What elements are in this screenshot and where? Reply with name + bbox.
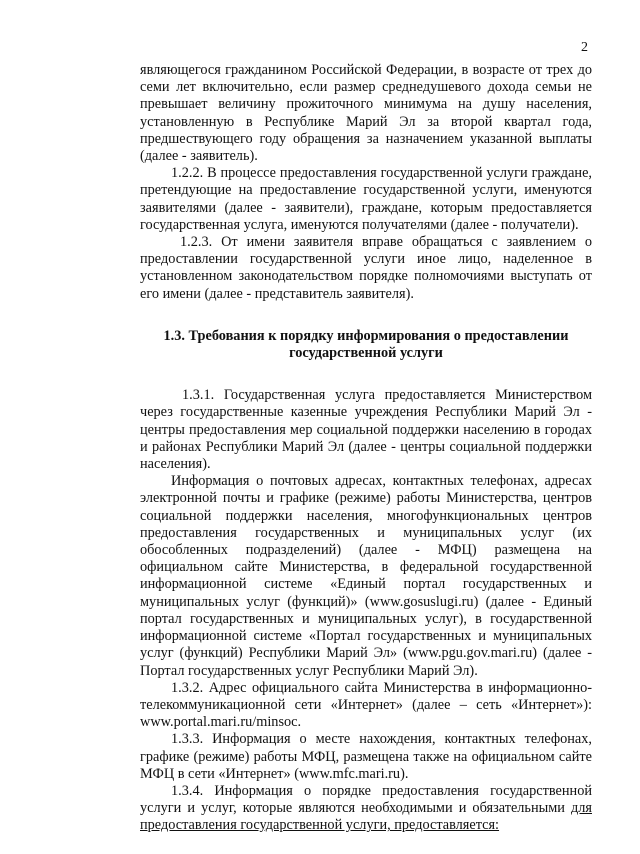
section-heading-line-1: 1.3. Требования к порядку информирования о предоставлении [163,327,569,344]
paragraph-continuation: являющегося гражданином Российской Федерации, в возрасте от трех до семи лет включительно, если размер среднедушевого дохода семьи не превышает величину прожиточного минимума на душу населения, установленную в Республике Марий Эл за второй квартал года, предшествующего году обращения за назначением указанной выплаты (далее - заявитель). [140,62,592,165]
paragraph-1-3-4-underlined-text: для предоставления государственной услуги, предоставляется: [140,800,592,834]
paragraph-contact-info: Информация о почтовых адресах, контактных телефонах, адресах электронной почты и графике (режиме) работы Министерства, центров социальной поддержки населения, многофункциональных центров предоставления государственных и муниципальных услуг (их обособленных подразделений) (далее - МФЦ) размещена на официальном сайте Министерства, в федеральной государственной информационной системе «Единый портал государственных и муниципальных услуг (функций)» (www.gosuslugi.ru) (далее - Единый портал государственных и муниципальных услуг), в государственной информационной системе «Портал государственных и муниципальных услуг (функций) Республики Марий Эл» (www.pgu.gov.mari.ru) (далее - Портал государственных услуг Республики Марий Эл). [140,473,592,679]
paragraph-1-3-1: 1.3.1. Государственная услуга предоставляется Министерством через государственные казенные учреждения Республики Марий Эл - центры предоставления мер социальной поддержки населению в городах и районах Республики Марий Эл (далее - центры социальной поддержки населения). [140,387,592,473]
page-number: 2 [581,40,588,55]
paragraph-1-2-3: 1.2.3. От имени заявителя вправе обращаться с заявлением о предоставлении государственной услуги иное лицо, наделенное в установленном законодательством порядке полномочиями выступать от его имени (далее - представитель заявителя). [140,234,592,302]
document-body [140,62,592,835]
paragraph-1-3-4-text: 1.3.4. Информация о порядке предоставления государственной услуги и услуг, которые являются необходимыми и обязательными [140,782,592,817]
paragraph-1-3-4 [140,783,592,835]
section-heading-1-3 [140,328,592,362]
section-heading-line-2: государственной услуги [289,345,443,362]
paragraph-1-2-2: 1.2.2. В процессе предоставления государственной услуги граждане, претендующие на предоставление государственной услуги, именуются заявителями (далее - заявители), граждане, которым предоставляется государственная услуга, именуются получателями (далее - получатели). [140,165,592,233]
paragraph-1-3-3: 1.3.3. Информация о месте нахождения, контактных телефонах, графике (режиме) работы МФЦ, размещена также на официальном сайте МФЦ в сети «Интернет» (www.mfc.mari.ru). [140,731,592,782]
paragraph-1-3-2: 1.3.2. Адрес официального сайта Министерства в информационно-телекоммуникационной сети «Интернет» (далее – сеть «Интернет»): www.portal.mari.ru/minsoc. [140,679,592,731]
